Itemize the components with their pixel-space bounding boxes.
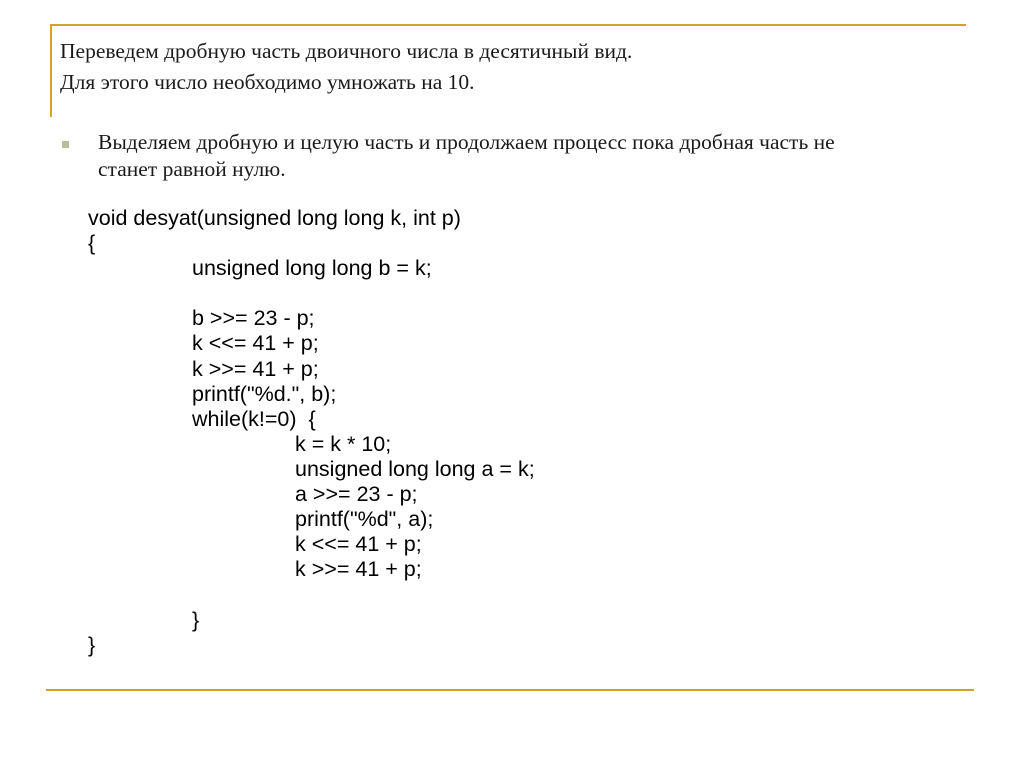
code-line: void desyat(unsigned long long k, int p) [88,206,461,230]
slide-title [60,36,960,98]
code-line [88,582,948,607]
code-line [88,281,948,306]
code-line: } [192,607,200,632]
square-bullet-icon [62,141,69,148]
bullet-text [98,129,978,183]
code-line: unsigned long long a = k; [295,456,535,481]
code-line: k >>= 41 + p; [295,557,422,582]
code-line: b >>= 23 - p; [192,306,315,331]
code-block [88,206,948,658]
bullet-line-1: Выделяем дробную и целую часть и продолжаем процесс пока дробная часть не [98,130,835,154]
code-line: a >>= 23 - p; [295,482,418,507]
code-line: k >>= 41 + p; [192,356,319,381]
code-line: k <<= 41 + p; [192,331,319,356]
bottom-rule [46,689,974,691]
code-line: k <<= 41 + p; [295,532,422,557]
code-line: k = k * 10; [295,431,392,456]
code-line: { [88,231,96,256]
left-rule [50,24,52,117]
code-line: } [88,632,96,657]
bullet-line-2: станет равной нулю. [98,157,286,181]
title-line-2: Для этого число необходимо умножать на 10. [60,70,475,94]
code-line: printf("%d.", b); [192,381,337,406]
top-rule [50,24,966,26]
code-line: printf("%d", a); [295,507,434,532]
code-line: while(k!=0) { [192,406,316,431]
code-line: unsigned long long b = k; [192,256,432,281]
title-line-1: Переведем дробную часть двоичного числа в десятичный вид. [60,39,633,63]
